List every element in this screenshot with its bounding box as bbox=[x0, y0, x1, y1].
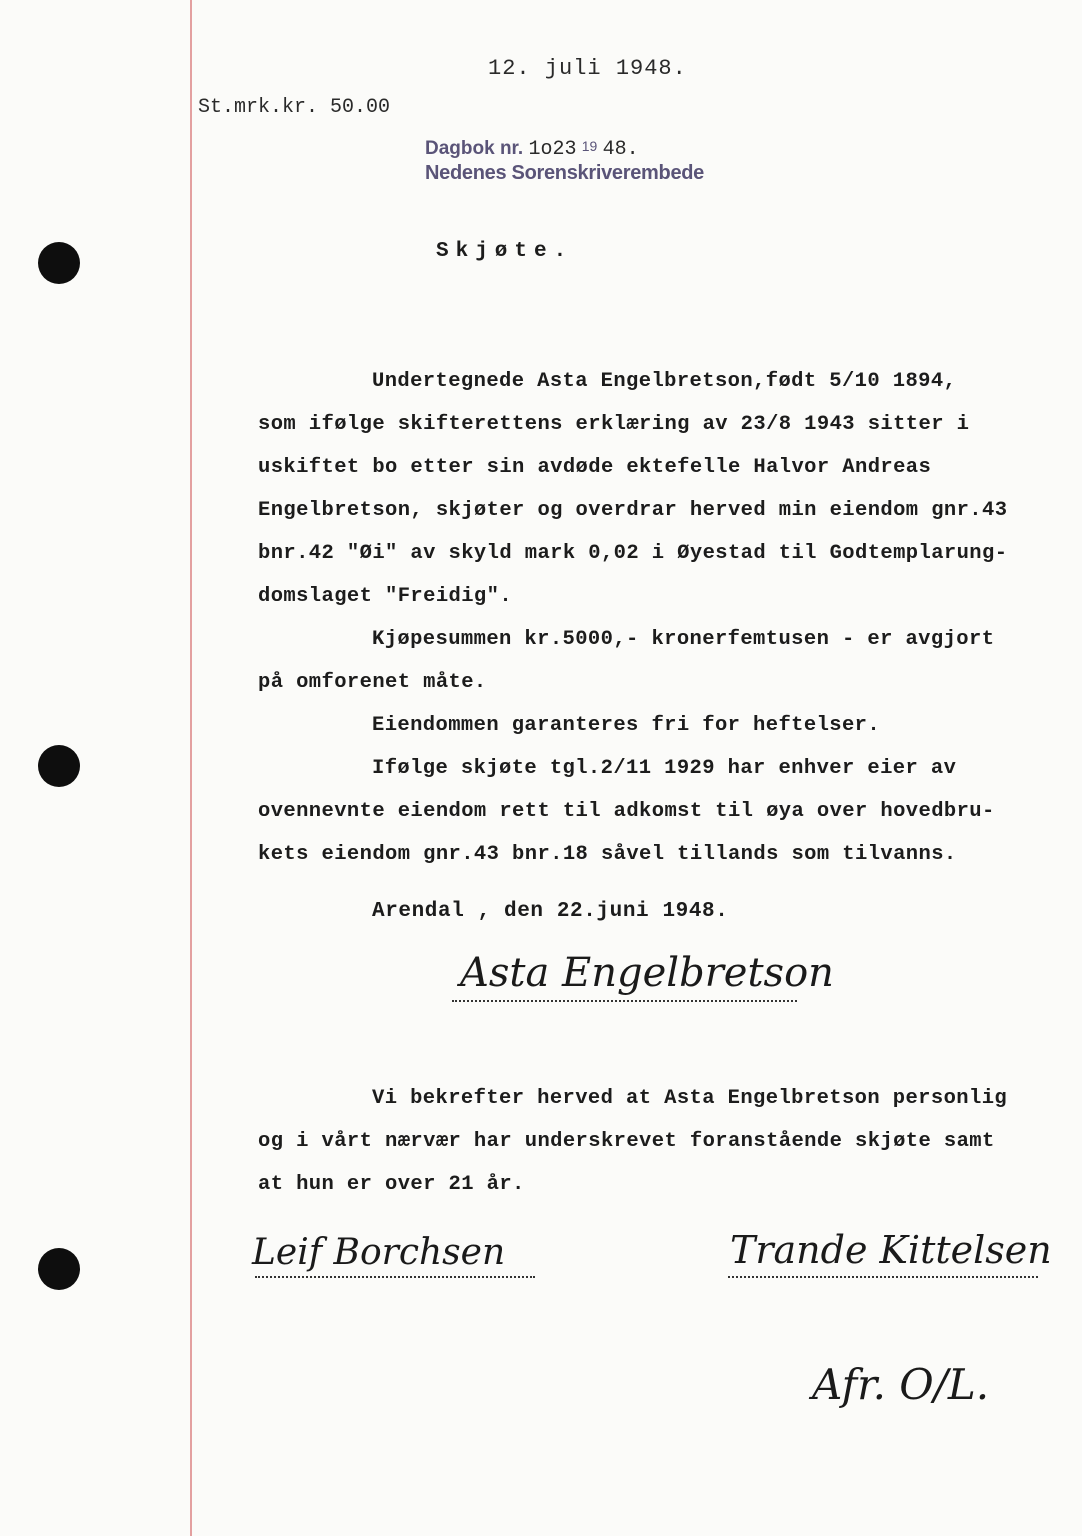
document-date: 12. juli 1948. bbox=[488, 56, 687, 81]
seller-signature: Asta Engelbretson bbox=[460, 950, 834, 996]
dagbok-label: Dagbok nr. bbox=[425, 138, 524, 159]
stamp-fee: St.mrk.kr. 50.00 bbox=[198, 96, 391, 119]
handwritten-annotation: Afr. O/L. bbox=[812, 1360, 990, 1409]
punch-hole-bottom bbox=[38, 1248, 80, 1290]
paragraph-line: Eiendommen garanteres fri for heftelser. bbox=[372, 714, 881, 737]
paragraph-line: Ifølge skjøte tgl.2/11 1929 har enhver eier av bbox=[372, 757, 957, 780]
paragraph-line: Kjøpesummen kr.5000,- kronerfemtusen - er avgjort bbox=[372, 628, 995, 651]
dagbok-year: 48. bbox=[602, 138, 639, 161]
paragraph-line: Undertegnede Asta Engelbretson,født 5/10 1894, bbox=[372, 370, 957, 393]
paragraph-line: uskiftet bo etter sin avdøde ektefelle Halvor Andreas bbox=[258, 456, 932, 479]
punch-hole-middle bbox=[38, 745, 80, 787]
dagbok-number: 1o23 bbox=[528, 138, 577, 161]
witness-line: Vi bekrefter herved at Asta Engelbretson personlig bbox=[372, 1087, 1008, 1110]
paragraph-line: som ifølge skifterettens erklæring av 23/8 1943 sitter i bbox=[258, 413, 970, 436]
paragraph-line: kets eiendom gnr.43 bnr.18 såvel tillands som tilvanns. bbox=[258, 843, 957, 866]
witness-line: og i vårt nærvær har underskrevet foranstående skjøte samt bbox=[258, 1130, 995, 1153]
paragraph-line: på omforenet måte. bbox=[258, 671, 487, 694]
witness-signature-line-1 bbox=[255, 1276, 535, 1278]
margin-line bbox=[190, 0, 192, 1536]
dagbok-stamp bbox=[425, 138, 639, 161]
paragraph-line: ovennevnte eiendom rett til adkomst til øya over hovedbru- bbox=[258, 800, 995, 823]
witness-signature-1: Leif Borchsen bbox=[252, 1232, 506, 1273]
document-title: Skjøte. bbox=[436, 240, 574, 263]
place-and-date: Arendal , den 22.juni 1948. bbox=[372, 900, 729, 923]
witness-line: at hun er over 21 år. bbox=[258, 1173, 525, 1196]
paragraph-line: bnr.42 "Øi" av skyld mark 0,02 i Øyestad til Godtemplarung- bbox=[258, 542, 1008, 565]
dagbok-century: 19 bbox=[581, 138, 598, 154]
paragraph-line: Engelbretson, skjøter og overdrar herved min eiendom gnr.43 bbox=[258, 499, 1008, 522]
witness-signature-line-2 bbox=[728, 1276, 1038, 1278]
punch-hole-top bbox=[38, 242, 80, 284]
office-stamp: Nedenes Sorenskriverembede bbox=[425, 162, 705, 184]
signature-line bbox=[452, 1000, 797, 1002]
witness-signature-2: Trande Kittelsen bbox=[730, 1228, 1052, 1272]
paragraph-line: domslaget "Freidig". bbox=[258, 585, 513, 608]
